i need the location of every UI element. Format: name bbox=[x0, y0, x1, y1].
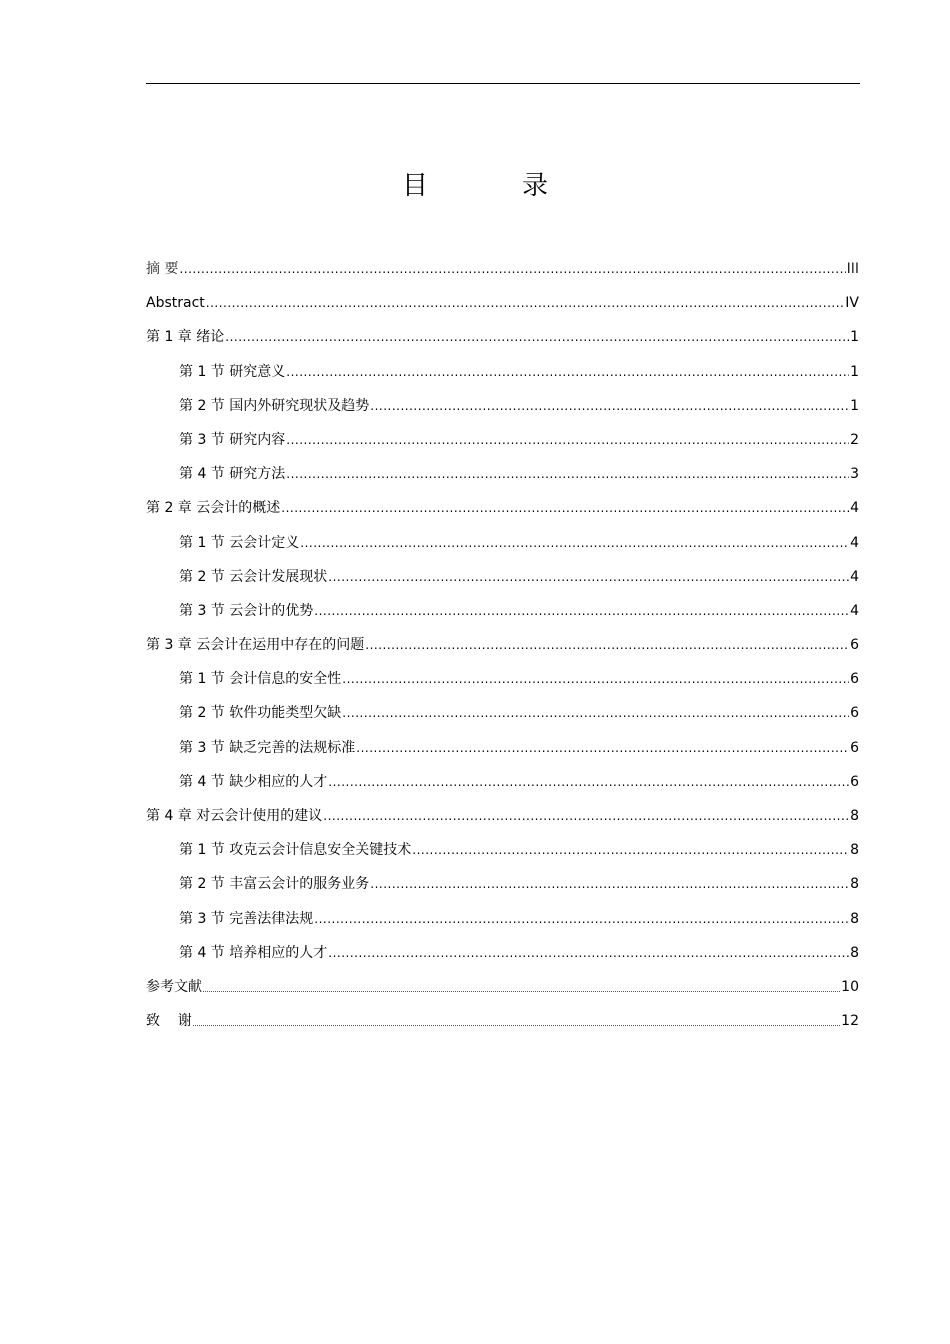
toc-entry-page: 8 bbox=[850, 842, 859, 859]
toc-entry-label: 第 4 章 对云会计使用的建议 bbox=[146, 808, 323, 824]
toc-dot-leader bbox=[370, 389, 849, 423]
toc-entry-chapter-4[interactable] bbox=[146, 799, 859, 833]
toc-entry-page: 6 bbox=[850, 637, 859, 654]
toc-entry-label: 第 3 节 研究内容 bbox=[179, 431, 286, 448]
toc-entry-page: 3 bbox=[850, 466, 859, 483]
toc-entry-page: 2 bbox=[850, 431, 859, 448]
toc-dot-leader bbox=[314, 594, 849, 628]
toc-entry-label: 第 4 节 培养相应的人才 bbox=[179, 944, 328, 961]
toc-dot-leader bbox=[328, 560, 849, 594]
toc-entry-page: 6 bbox=[850, 773, 859, 790]
toc-entry-references[interactable] bbox=[146, 970, 859, 1004]
toc-entry-section-3-2[interactable] bbox=[146, 696, 859, 730]
toc-dot-leader bbox=[328, 936, 849, 970]
toc-entry-label: 第 2 节 云会计发展现状 bbox=[179, 568, 328, 585]
toc-entry-label: 第 1 节 会计信息的安全性 bbox=[179, 671, 342, 688]
toc-entry-page: 6 bbox=[850, 739, 859, 756]
toc-entry-label: 第 3 章 云会计在运用中存在的问题 bbox=[146, 637, 365, 654]
toc-dot-leader bbox=[314, 902, 849, 936]
toc-entry-page: 4 bbox=[850, 534, 859, 551]
toc-entry-chapter-2[interactable] bbox=[146, 491, 859, 525]
toc-entry-section-2-2[interactable] bbox=[146, 560, 859, 594]
toc-entry-section-2-3[interactable] bbox=[146, 594, 859, 628]
toc-entry-label: 第 1 节 研究意义 bbox=[179, 363, 286, 380]
toc-entry-label: 第 2 节 丰富云会计的服务业务 bbox=[179, 876, 370, 893]
toc-entry-page: 8 bbox=[850, 808, 859, 824]
toc-dot-leader bbox=[370, 867, 849, 901]
toc-entry-label: 第 4 节 研究方法 bbox=[179, 466, 286, 483]
toc-entry-section-4-4[interactable] bbox=[146, 936, 859, 970]
table-of-contents bbox=[146, 252, 859, 1038]
toc-entry-page: 6 bbox=[850, 671, 859, 688]
toc-dot-leader bbox=[286, 355, 849, 389]
toc-entry-section-1-3[interactable] bbox=[146, 423, 859, 457]
toc-entry-label: 第 2 节 软件功能类型欠缺 bbox=[179, 705, 342, 722]
toc-entry-section-2-1[interactable] bbox=[146, 526, 859, 560]
toc-entry-page: 8 bbox=[850, 944, 859, 961]
toc-entry-page: IV bbox=[845, 295, 859, 312]
toc-entry-section-1-4[interactable] bbox=[146, 457, 859, 491]
toc-entry-abstract-en[interactable] bbox=[146, 286, 859, 320]
toc-entry-section-3-3[interactable] bbox=[146, 731, 859, 765]
toc-entry-chapter-3[interactable] bbox=[146, 628, 859, 662]
toc-dot-leader bbox=[412, 833, 849, 867]
toc-entry-section-1-2[interactable] bbox=[146, 389, 859, 423]
toc-entry-page: 1 bbox=[850, 397, 859, 414]
toc-entry-section-3-4[interactable] bbox=[146, 765, 859, 799]
toc-entry-label: 第 2 章 云会计的概述 bbox=[146, 500, 281, 517]
toc-dot-leader bbox=[365, 628, 849, 662]
header-rule bbox=[146, 83, 860, 84]
toc-dot-leader bbox=[342, 696, 849, 730]
toc-entry-page: 12 bbox=[841, 1013, 859, 1030]
toc-entry-page: 6 bbox=[850, 705, 859, 722]
toc-entry-abstract-cn[interactable] bbox=[146, 252, 859, 286]
toc-entry-section-4-1[interactable] bbox=[146, 833, 859, 867]
toc-entry-page: 1 bbox=[850, 329, 859, 346]
toc-dot-leader bbox=[225, 320, 849, 354]
toc-dot-leader bbox=[179, 252, 845, 286]
toc-entry-label: 摘 要 bbox=[146, 261, 179, 277]
toc-entry-label: 第 3 节 云会计的优势 bbox=[179, 602, 314, 619]
toc-entry-section-1-1[interactable] bbox=[146, 355, 859, 389]
toc-entry-label: 第 3 节 完善法律法规 bbox=[179, 910, 314, 927]
toc-entry-page: 10 bbox=[841, 978, 859, 995]
toc-entry-page: 8 bbox=[850, 910, 859, 927]
toc-dot-leader bbox=[203, 991, 840, 992]
toc-dot-leader bbox=[281, 491, 849, 525]
toc-entry-page: 1 bbox=[850, 363, 859, 380]
toc-entry-acknowledgements[interactable] bbox=[146, 1004, 859, 1038]
toc-entry-page: 4 bbox=[850, 602, 859, 619]
toc-dot-leader bbox=[193, 1025, 840, 1026]
toc-dot-leader bbox=[300, 526, 849, 560]
toc-entry-label: Abstract bbox=[146, 295, 205, 312]
toc-dot-leader bbox=[323, 799, 849, 833]
toc-entry-page: 4 bbox=[850, 500, 859, 517]
toc-entry-section-4-2[interactable] bbox=[146, 867, 859, 901]
toc-entry-label: 第 4 节 缺少相应的人才 bbox=[179, 773, 328, 790]
toc-dot-leader bbox=[328, 765, 849, 799]
toc-entry-page: 8 bbox=[850, 876, 859, 893]
toc-entry-label: 第 2 节 国内外研究现状及趋势 bbox=[179, 397, 370, 414]
toc-dot-leader bbox=[286, 457, 849, 491]
toc-entry-label: 第 3 节 缺乏完善的法规标准 bbox=[179, 739, 356, 756]
toc-entry-label: 第 1 节 云会计定义 bbox=[179, 534, 300, 551]
toc-entry-chapter-1[interactable] bbox=[146, 320, 859, 354]
toc-entry-label: 第 1 章 绪论 bbox=[146, 329, 225, 346]
toc-entry-section-4-3[interactable] bbox=[146, 902, 859, 936]
toc-entry-section-3-1[interactable] bbox=[146, 662, 859, 696]
toc-entry-label: 致 谢 bbox=[146, 1013, 192, 1030]
toc-dot-leader bbox=[356, 731, 849, 765]
toc-entry-page: 4 bbox=[850, 568, 859, 585]
toc-entry-label: 第 1 节 攻克云会计信息安全关键技术 bbox=[179, 842, 412, 859]
toc-dot-leader bbox=[286, 423, 849, 457]
toc-dot-leader bbox=[342, 662, 849, 696]
toc-dot-leader bbox=[206, 286, 845, 320]
toc-entry-page: III bbox=[846, 261, 859, 277]
toc-entry-label: 参考文献 bbox=[146, 978, 202, 995]
page-title: 目 录 bbox=[401, 171, 582, 201]
